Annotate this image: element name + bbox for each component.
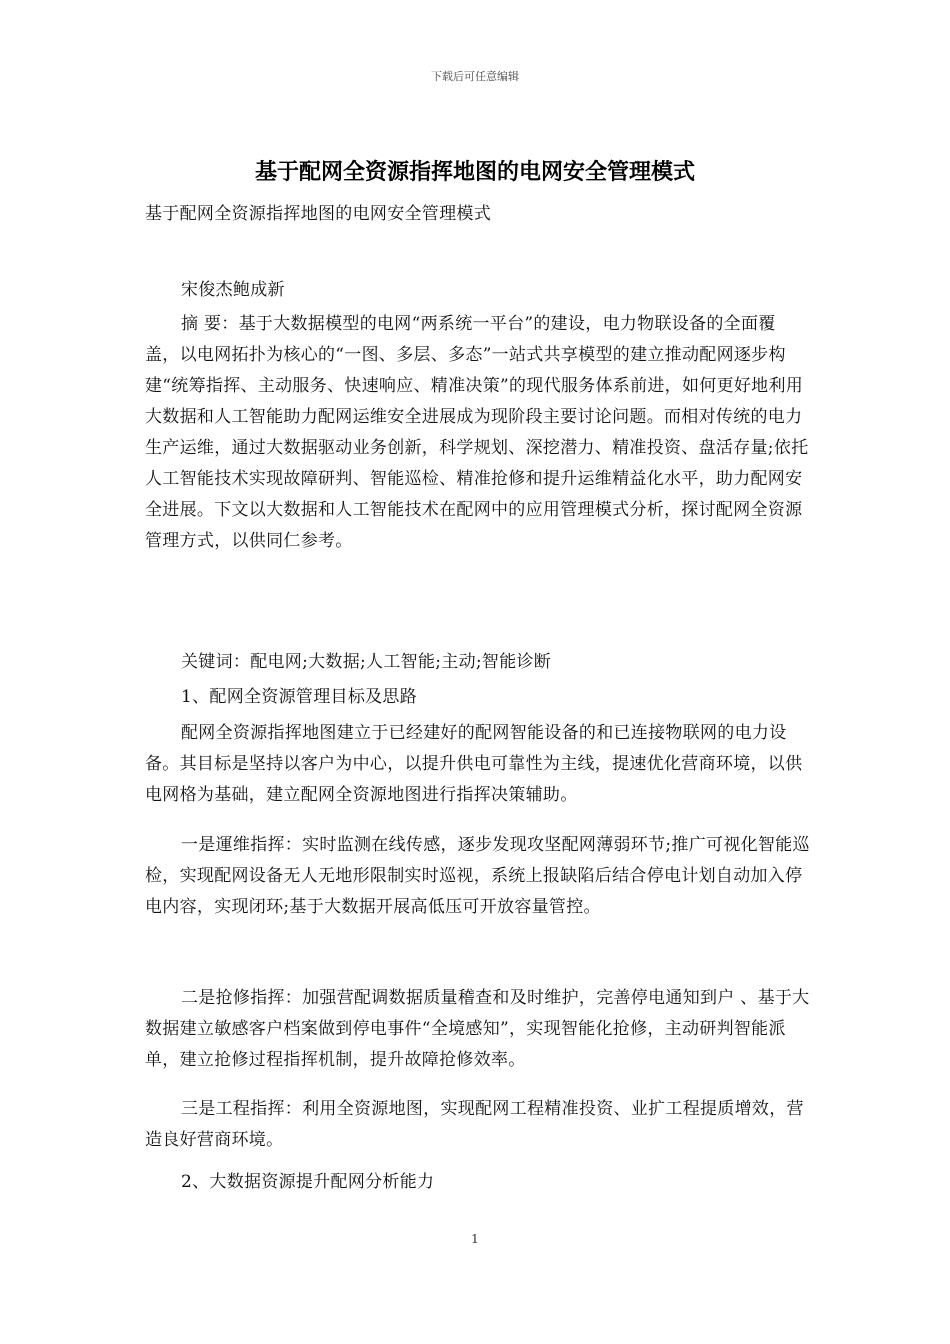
document-subtitle: 基于配网全资源指挥地图的电网安全管理模式 — [145, 204, 491, 224]
section-1-paragraph-engineering: 三是工程指挥：利用全资源地图，实现配网工程精准投资、业扩工程提质增效，营造良好营商环境。 — [145, 1099, 804, 1150]
page-number: 1 — [471, 1232, 479, 1246]
document-authors: 宋俊杰鲍成新 — [181, 280, 285, 300]
section-1-paragraph-goals: 配网全资源指挥地图建立于已经建好的配网智能设备的和已连接物联网的电力设备。其目标是坚持以客户为中心，以提升供电可靠性为主线，提速优化营商环境，以供电网格为基础，建立配网全资源地图进行指挥决策辅助。 — [145, 723, 803, 805]
keywords-line: 关键词：配电网;大数据;人工智能;主动;智能诊断 — [181, 652, 552, 672]
section-1-heading: 1、配网全资源管理目标及思路 — [181, 687, 418, 707]
section-1-paragraph-repair: 二是抢修指挥：加强营配调数据质量稽查和及时维护，完善停电通知到户 、基于大数据建立敏感客户档案做到停电事件“全境感知”，实现智能化抢修，主动研判智能派单，建立抢修过程指挥机制，提升故障抢修效率。 — [145, 988, 810, 1070]
document-title: 基于配网全资源指挥地图的电网安全管理模式 — [254, 159, 695, 185]
abstract-paragraph: 摘 要：基于大数据模型的电网“两系统一平台”的建设，电力物联设备的全面覆盖，以电网拓扑为核心的“一图、多层、多态”一站式共享模型的建立推动配网逐步构建“统筹指挥、主动服务、快速响应、精准决策”的现代服务体系前进，如何更好地利用大数据和人工智能助力配网运维安全进展成为现阶段主要讨论问题。而相对传统的电力生产运维，通过大数据驱动业务创新，科学规划、深挖潜力、精准投资、盘活存量;依托人工智能技术实现故障研判、智能巡检、精准抢修和提升运维精益化水平，助力配网安全进展。下文以大数据和人工智能技术在配网中的应用管理模式分析，探讨配网全资源管理方式，以供同仁参考。 — [145, 314, 809, 551]
section-1-paragraph-operations: 一是運维指挥：实时监测在线传感，逐步发现攻坚配网薄弱环节;推广可视化智能巡检，实现配网设备无人无地形限制实时巡视，系统上报缺陷后结合停电计划自动加入停电内容，实现闭环;基于大数据开展高低压可开放容量管控。 — [145, 835, 810, 917]
section-2-heading: 2、大数据资源提升配网分析能力 — [181, 1172, 435, 1192]
page-header-note: 下载后可任意编辑 — [431, 70, 519, 83]
